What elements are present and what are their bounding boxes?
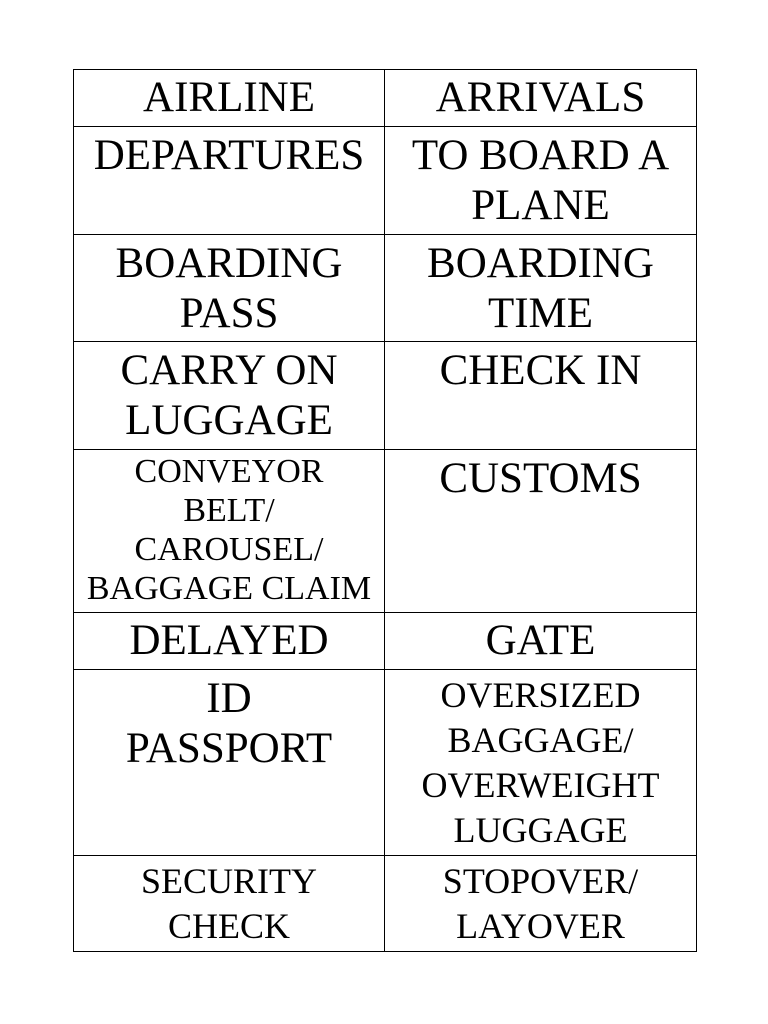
card-cell xyxy=(74,127,385,235)
card-cell xyxy=(74,856,385,952)
card-cell xyxy=(74,342,385,450)
table-row xyxy=(74,127,697,235)
card-label: BOARDING TIME xyxy=(427,240,654,337)
table-row xyxy=(74,670,697,856)
card-label: ARRIVALS xyxy=(435,74,646,121)
card-cell xyxy=(74,235,385,342)
card-label: CHECK IN xyxy=(439,347,642,394)
table-row xyxy=(74,613,697,670)
card-cell xyxy=(385,670,697,856)
card-cell xyxy=(385,450,697,613)
card-label: OVERSIZED BAGGAGE/ OVERWEIGHT LUGGAGE xyxy=(421,675,660,850)
card-cell xyxy=(74,450,385,613)
card-cell xyxy=(385,235,697,342)
vocabulary-card-table xyxy=(73,69,697,952)
card-label: DEPARTURES xyxy=(93,132,365,179)
card-label: AIRLINE xyxy=(143,74,315,121)
card-label: STOPOVER/ LAYOVER xyxy=(442,861,639,946)
card-cell xyxy=(385,127,697,235)
card-label: CONVEYOR BELT/ CAROUSEL/ BAGGAGE CLAIM xyxy=(86,453,372,607)
card-label: DELAYED xyxy=(129,617,329,664)
card-label: BOARDING PASS xyxy=(115,240,343,337)
table-row xyxy=(74,450,697,613)
table-row xyxy=(74,235,697,342)
card-cell xyxy=(385,70,697,127)
table-row xyxy=(74,856,697,952)
card-cell xyxy=(74,70,385,127)
card-label: CUSTOMS xyxy=(439,455,642,502)
card-cell xyxy=(385,613,697,670)
card-cell xyxy=(385,856,697,952)
card-label: GATE xyxy=(485,617,596,664)
table-row xyxy=(74,70,697,127)
card-cell xyxy=(385,342,697,450)
card-cell xyxy=(74,670,385,856)
card-cell xyxy=(74,613,385,670)
card-label: ID PASSPORT xyxy=(125,675,333,772)
table-row xyxy=(74,342,697,450)
card-label: CARRY ON LUGGAGE xyxy=(120,347,338,444)
card-label: SECURITY CHECK xyxy=(140,861,317,946)
card-label: TO BOARD A PLANE xyxy=(411,132,670,229)
